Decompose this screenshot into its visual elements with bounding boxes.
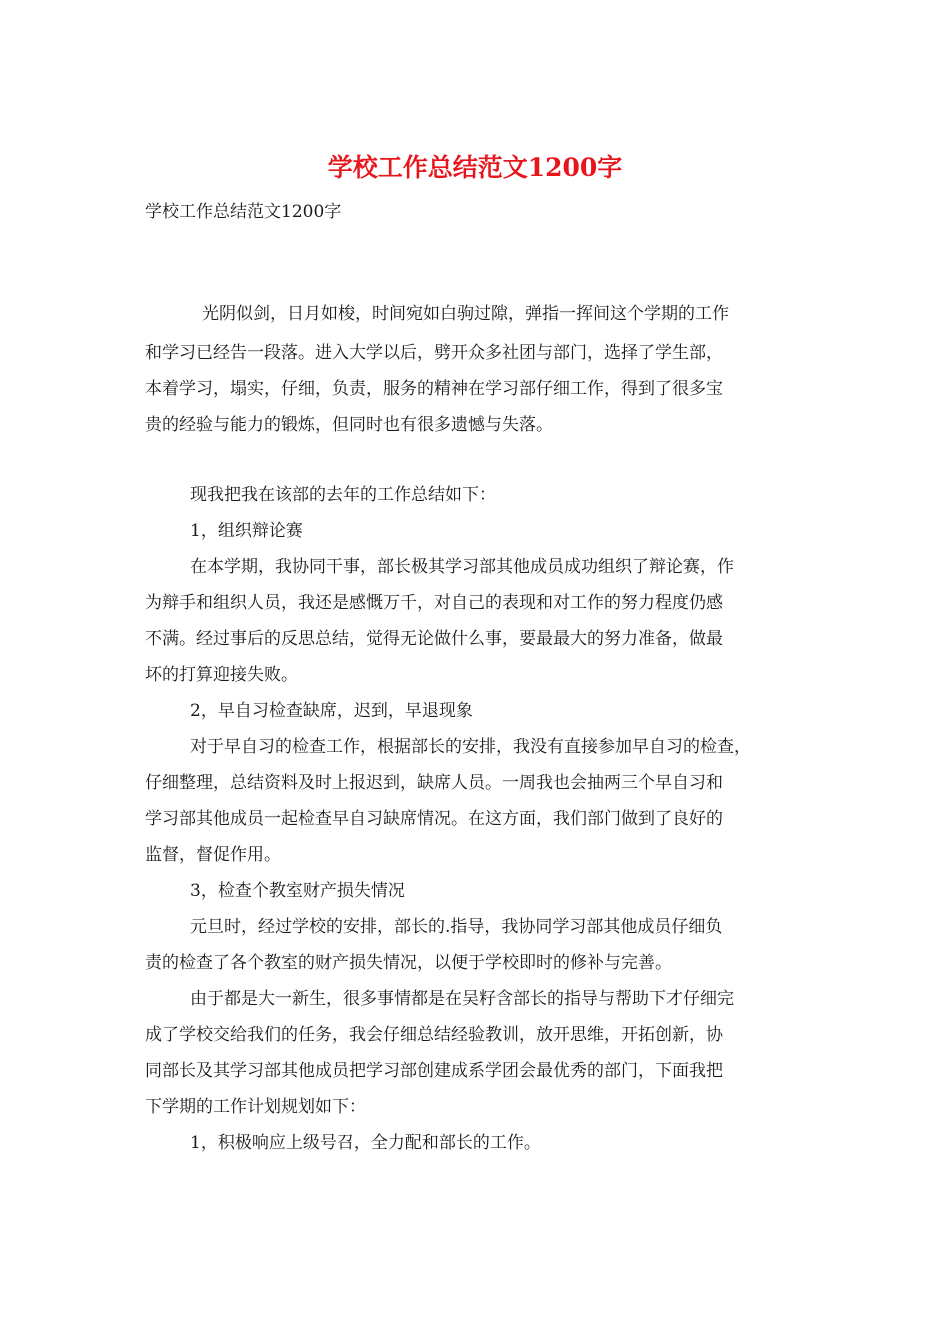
list-item: 1，积极响应上级号召，全力配和部长的工作。 (190, 1133, 541, 1153)
paragraph-line: 贵的经验与能力的锻炼，但同时也有很多遗憾与失落。 (145, 415, 553, 435)
paragraph-line: 仔细整理，总结资料及时上报迟到，缺席人员。一周我也会抽两三个早自习和 (145, 773, 723, 793)
paragraph-line: 下学期的工作计划规划如下： (145, 1097, 366, 1117)
paragraph-line: 不满。经过事后的反思总结，觉得无论做什么事，要最最大的努力准备，做最 (145, 629, 723, 649)
paragraph-line: 元旦时，经过学校的安排，部长的.指导，我协同学习部其他成员仔细负 (190, 917, 723, 937)
paragraph-line: 和学习已经告一段落。进入大学以后，劈开众多社团与部门，选择了学生部， (145, 343, 723, 363)
paragraph-line: 对于早自习的检查工作，根据部长的安排，我没有直接参加早自习的检查， (190, 737, 751, 757)
section-heading: 2，早自习检查缺席，迟到，早退现象 (190, 701, 473, 721)
paragraph-line: 成了学校交给我们的任务，我会仔细总结经验教训，放开思维，开拓创新，协 (145, 1025, 723, 1045)
paragraph-line: 光阴似剑，日月如梭，时间宛如白驹过隙，弹指一挥间这个学期的工作 (202, 304, 729, 324)
paragraph-line: 同部长及其学习部其他成员把学习部创建成系学团会最优秀的部门，下面我把 (145, 1061, 723, 1081)
paragraph-line: 监督，督促作用。 (145, 845, 281, 865)
paragraph-line: 由于都是大一新生，很多事情都是在吴籽含部长的指导与帮助下才仔细完 (190, 989, 734, 1009)
document-title: 学校工作总结范文1200字 (327, 153, 623, 182)
document-subtitle: 学校工作总结范文1200字 (145, 202, 342, 222)
paragraph-line: 本着学习，塌实，仔细，负责，服务的精神在学习部仔细工作，得到了很多宝 (145, 379, 723, 399)
paragraph-line: 在本学期，我协同干事，部长极其学习部其他成员成功组织了辩论赛，作 (190, 557, 734, 577)
paragraph-line: 坏的打算迎接失败。 (145, 665, 298, 685)
paragraph-line: 为辩手和组织人员，我还是感慨万千，对自己的表现和对工作的努力程度仍感 (145, 593, 723, 613)
paragraph-line: 学习部其他成员一起检查早自习缺席情况。在这方面，我们部门做到了良好的 (145, 809, 723, 829)
section-heading: 1，组织辩论赛 (190, 521, 303, 541)
section-heading: 3，检查个教室财产损失情况 (190, 881, 405, 901)
paragraph-line: 现我把我在该部的去年的工作总结如下： (190, 485, 496, 505)
paragraph-line: 责的检查了各个教室的财产损失情况，以便于学校即时的修补与完善。 (145, 953, 672, 973)
